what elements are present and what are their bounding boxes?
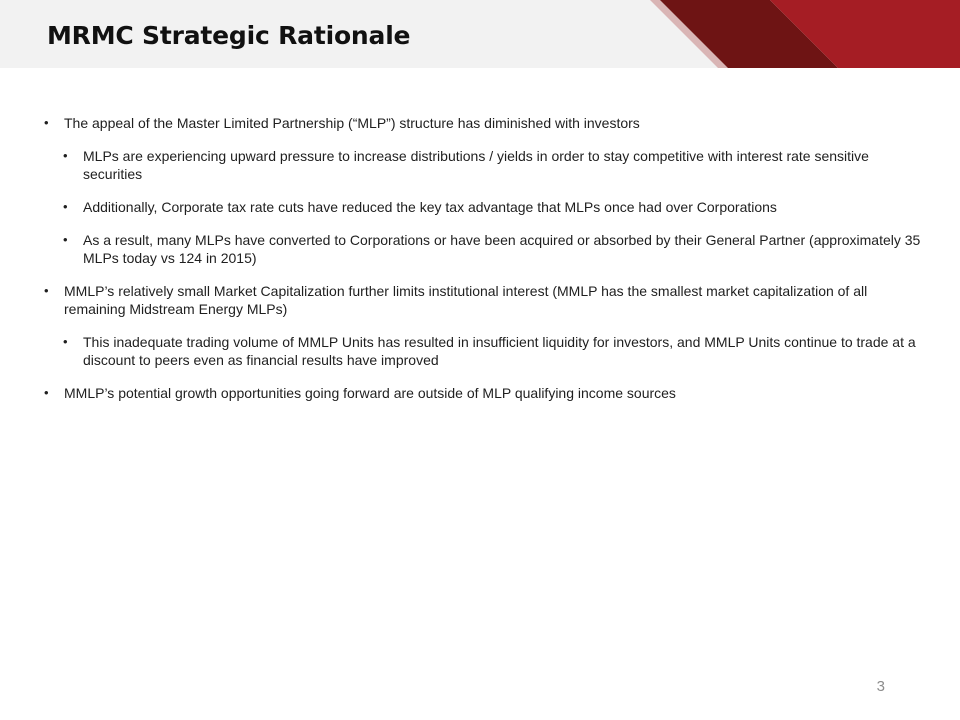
bullet-icon: • (63, 232, 68, 247)
bullet-item (44, 282, 920, 318)
bullet-item (44, 384, 920, 402)
bullet-item (44, 114, 920, 132)
bullet-text: The appeal of the Master Limited Partnership (“MLP”) structure has diminished with investors (64, 115, 640, 131)
bullet-icon: • (63, 334, 68, 349)
bullet-text: MLPs are experiencing upward pressure to increase distributions / yields in order to stay competitive with interest rate sensitive securities (83, 148, 869, 182)
corner-decoration (650, 0, 960, 68)
sub-bullet-item (63, 333, 923, 369)
bullet-icon: • (63, 199, 68, 214)
bullet-text: As a result, many MLPs have converted to Corporations or have been acquired or absorbed by their General Partner (approximately 35 MLPs today vs 124 in 2015) (83, 232, 921, 266)
sub-bullet-item (63, 231, 923, 267)
sub-bullet-item (63, 147, 923, 183)
bullet-text: MMLP’s relatively small Market Capitalization further limits institutional interest (MMLP has the smallest market capitalization of all remaining Midstream Energy MLPs) (64, 283, 868, 317)
slide-title: MRMC Strategic Rationale (47, 21, 411, 50)
bullet-text: MMLP’s potential growth opportunities going forward are outside of MLP qualifying income sources (64, 385, 676, 401)
bullet-text: This inadequate trading volume of MMLP Units has resulted in insufficient liquidity for investors, and MMLP Units continue to trade at a discount to peers even as financial results have improved (83, 334, 916, 368)
bullet-text: Additionally, Corporate tax rate cuts have reduced the key tax advantage that MLPs once had over Corporations (83, 199, 777, 215)
bullet-icon: • (44, 385, 49, 400)
sub-bullet-item (63, 198, 923, 216)
bullet-icon: • (44, 115, 49, 130)
bullet-list (44, 114, 920, 417)
bullet-icon: • (63, 148, 68, 163)
bullet-icon: • (44, 283, 49, 298)
page-number: 3 (876, 678, 885, 695)
